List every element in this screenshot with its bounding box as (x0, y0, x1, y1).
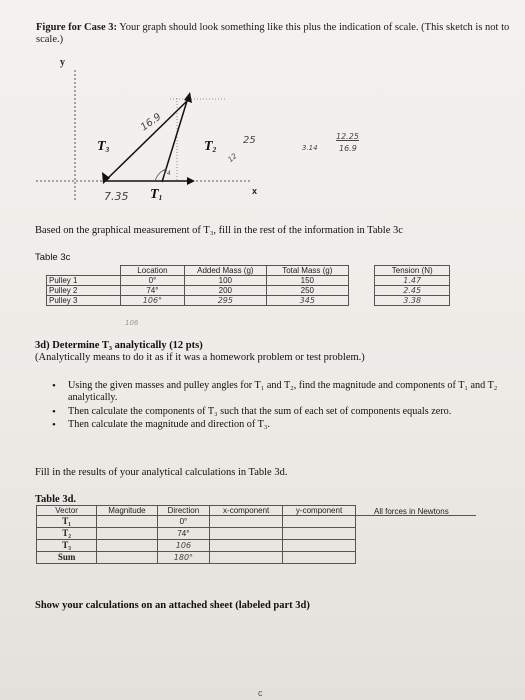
table3d-header-x: x-component (210, 506, 283, 516)
table3c-header-location: Location (120, 266, 184, 276)
list-item: • Using the given masses and pulley angles for T₁ and T₂, find the magnitude and components of T₁ and T₂ analytically. (52, 380, 522, 405)
table-row (47, 296, 450, 306)
table3d-header-vector: Vector (37, 506, 97, 516)
table3c-added[interactable]: 295 (184, 296, 266, 306)
table3c-location[interactable]: 74° (120, 286, 184, 296)
table3d-title: Table 3d. (35, 494, 77, 505)
graphical-instruction: Based on the graphical measurement of T₃, fill in the rest of the information in Table 3c (35, 225, 403, 236)
table3d-y-component[interactable] (283, 528, 356, 540)
table-row (37, 516, 356, 528)
table3c-total[interactable]: 150 (266, 276, 348, 286)
table3d-magnitude[interactable] (97, 540, 157, 552)
table3c-tension[interactable]: 2.45 (375, 286, 450, 296)
table3c-header-tension: Tension (N) (375, 266, 450, 276)
table3c-header-total: Total Mass (g) (266, 266, 348, 276)
table3c-total[interactable]: 250 (266, 286, 348, 296)
table3d-side-note: All forces in Newtons (374, 507, 449, 516)
table3d-y-component[interactable] (283, 540, 356, 552)
table3c-header-added: Added Mass (g) (184, 266, 266, 276)
table-row (47, 276, 450, 286)
table3d-direction[interactable]: 180° (157, 552, 210, 564)
vector-t3-arrowhead (102, 172, 110, 184)
vector-t2-arrowhead (184, 92, 192, 103)
table3d-header-magnitude: Magnitude (97, 506, 157, 516)
table3c-location[interactable]: 0° (120, 276, 184, 286)
table3d-vector: Sum (37, 552, 97, 564)
table-row (37, 528, 356, 540)
y-axis-label: y (60, 57, 65, 68)
hand-side-b: 12.25 (336, 132, 359, 141)
table3c-added[interactable]: 100 (184, 276, 266, 286)
table-row (37, 540, 356, 552)
table3d-vector: T₁ (37, 516, 97, 528)
label-t1: $T_1$ (150, 187, 163, 202)
table3d-magnitude[interactable] (97, 528, 157, 540)
table3d-x-component[interactable] (210, 528, 283, 540)
hand-value-735: 7.35 (104, 190, 129, 203)
table-row (47, 286, 450, 296)
table3d-magnitude[interactable] (97, 516, 157, 528)
hand-value-12: 12 (226, 152, 239, 164)
table3d-direction[interactable]: 106 (157, 540, 210, 552)
list-item: • Then calculate the magnitude and direction of T₃. (52, 419, 522, 431)
table3c-tension[interactable]: 1.47 (375, 276, 450, 286)
table3d-vector: T₂ (37, 528, 97, 540)
hand-value-25: 25 (243, 135, 256, 146)
fill-instruction: Fill in the results of your analytical calculations in Table 3d. (35, 467, 288, 478)
table3d-direction[interactable]: 0° (157, 516, 210, 528)
hand-value-74: 74 (163, 170, 171, 177)
list-item: • Then calculate the components of T₃ such that the sum of each set of components equals zero. (52, 406, 522, 418)
table3d-y-component[interactable] (283, 516, 356, 528)
table3c-title: Table 3c (35, 252, 71, 263)
table3d-x-component[interactable] (210, 552, 283, 564)
label-t3: $T_3$ (97, 139, 110, 154)
table3d-magnitude[interactable] (97, 552, 157, 564)
table3c-row-name: Pulley 3 (47, 296, 121, 306)
table3d-direction[interactable]: 74° (157, 528, 210, 540)
table3c-added[interactable]: 200 (184, 286, 266, 296)
table3c-location[interactable]: 106° (120, 296, 184, 306)
table3d-vector: T₃ (37, 540, 97, 552)
table3d-header-y: y-component (283, 506, 356, 516)
section3d-heading: 3d) Determine T₃ analytically (12 pts) (35, 340, 203, 351)
table-row (37, 552, 356, 564)
table3c-total[interactable]: 345 (266, 296, 348, 306)
hand-note-106: 106 (125, 319, 139, 327)
hand-side-a: 3.14 (302, 144, 318, 152)
footer-instruction: Show your calculations on an attached sheet (labeled part 3d) (35, 600, 310, 611)
table3d-x-component[interactable] (210, 516, 283, 528)
table3c-tension[interactable]: 3.38 (375, 296, 450, 306)
table3c-header-row (47, 266, 450, 276)
table3d (36, 505, 356, 564)
table3d-header-row (37, 506, 356, 516)
label-t2: $T_2$ (204, 139, 217, 154)
table3d-y-component[interactable] (283, 552, 356, 564)
hand-side-c: 16.9 (339, 144, 357, 153)
section3d-subheading: (Analytically means to do it as if it was a homework problem or test problem.) (35, 352, 365, 363)
vector-diagram (0, 0, 525, 215)
table3c-row-name: Pulley 1 (47, 276, 121, 286)
table3c-row-name: Pulley 2 (47, 286, 121, 296)
table3d-x-component[interactable] (210, 540, 283, 552)
x-axis-label: x (252, 186, 258, 196)
figure-caption: Figure for Case 3: Your graph should look something like this plus the indication of scale. (This sketch is not to scale.) (36, 22, 510, 45)
section3d-bullets (52, 380, 522, 433)
table3d-header-direction: Direction (157, 506, 210, 516)
page-mark: c (258, 688, 263, 698)
table3c (46, 265, 450, 306)
hand-hypotenuse-value: 16.9 (138, 111, 164, 134)
vector-t1-arrowhead (187, 177, 195, 185)
